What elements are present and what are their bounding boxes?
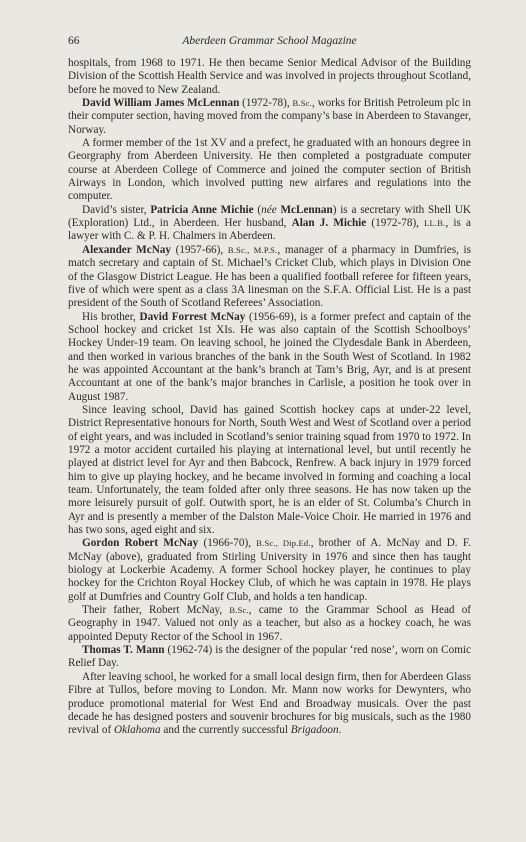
- paragraph: [68, 671, 471, 738]
- text-run: (1972-78),: [366, 217, 425, 230]
- text-run: David’s sister,: [82, 203, 151, 216]
- text-run: and the currently successful: [160, 724, 291, 737]
- text-run: (: [253, 203, 262, 216]
- paragraph: [68, 204, 471, 244]
- text-run: .: [338, 724, 342, 737]
- person-name: Thomas T. Mann: [82, 644, 165, 657]
- degree-abbreviation: B.Sc.: [229, 605, 249, 616]
- paragraph: [68, 604, 471, 644]
- text-run: A former member of the 1st XV and a prefect, he graduated with an honours degree in Georgraphy from Aberdeen University. He then completed a postgraduate computer course at Aberdeen College of Commerce and joined the computer section of British Airways in London, which involved putting new airfares and regulations into the computer.: [68, 137, 471, 203]
- paragraph: [68, 644, 471, 671]
- paragraph: [68, 537, 471, 604]
- degree-abbreviation: B.Sc., M.P.S.: [227, 244, 278, 255]
- page-number: 66: [68, 35, 80, 47]
- text-run: (1956-69), is a former prefect and captain of the School hockey and cricket 1st XIs. He was also captain of the Scottish Schoolboys’ Hockey Under-19 team. On leaving school, he joined the Clydesdale Bank in Aberdeen, and then worked in various branches of the bank in the South West of Scotland. In 1982 he was appointed Accountant at the bank’s branch at Tam’s Brig, Ayr, and is at present Accountant at one of the bank’s major branches in Carlisle, a position he took over in August 1987.: [68, 310, 471, 403]
- person-name: Patricia Anne Michie: [150, 203, 254, 216]
- paragraph: [68, 244, 471, 311]
- text-run: hospitals, from 1968 to 1971. He then became Senior Medical Advisor of the Building Division of the Scottish Health Service and was involved in projects throughout Scotland, before he moved to New Zealand.: [68, 57, 471, 96]
- running-title: Aberdeen Grammar School Magazine: [182, 35, 357, 47]
- paragraph: [68, 97, 471, 137]
- text-run: (1972-78),: [239, 97, 293, 110]
- article-body: [68, 57, 471, 738]
- person-name: McLennan: [280, 203, 333, 216]
- text-run: His brother,: [82, 310, 140, 323]
- page-header: [68, 35, 471, 57]
- person-name: Alexander McNay: [82, 243, 171, 256]
- text-run: (1957-66),: [170, 243, 228, 256]
- degree-abbreviation: B.Sc., Dip.Ed.: [256, 538, 311, 549]
- paragraph: [68, 311, 471, 404]
- text-run: , manager of a pharmacy in Dumfries, is match secretary and captain of St. Michael’s Cricket Club, which plays in Division One of the Glasgow District League. He has been a qualified football referee for fifteen years, five of which were spent as a class 3A linesman on the S.F.A. Official List. He is a past president of the South of Scotland Referees’ Association.: [68, 243, 471, 310]
- text-run: Since leaving school, David has gained Scottish hockey caps at under-22 level, District Representative honours for North, South West and West of Scotland over a period of eight years, and was included in Scotland’s senior training squad from 1970 to 1972. In 1972 a motor accident curtailed his playing at international level, but until recently he played at district level for Ayr and then Babcock, Renfrew. A back injury in 1979 forced him to give up playing hockey, and he became involved in forming and coaching a local team. Unfortunately, the team folded after only three seasons. He has now taken up the more leisurely pursuit of golf. Outwith sport, he is an elder of St. Columba’s Church in Ayr and is presently a member of the Dalston Male-Voice Choir. He married in 1976 and has two sons, aged eight and six.: [68, 403, 471, 537]
- person-name: Alan J. Michie: [291, 217, 367, 230]
- paragraph: [68, 137, 471, 204]
- person-name: David Forrest McNay: [139, 310, 246, 323]
- italic-text: Brigadoon: [290, 724, 339, 737]
- text-run: , brother of A. McNay and D. F. McNay (above), graduated from Stirling University in 1976 and since then has taught biology at Lockerbie Academy. A former School hockey player, he continues to play hockey for the Crichton Royal Hockey Club, of which he was captain in 1978. He plays golf at Dumfries and Country Golf Club, and holds a ten handicap.: [68, 537, 471, 603]
- text-run: (1962-74) is the designer of the popular ‘red nose’, worn on Comic Relief Day.: [68, 644, 471, 670]
- text-run: , works for British Petroleum plc in their computer section, having moved from the company’s base in Aberdeen to Stavanger, Norway.: [68, 97, 471, 136]
- paragraph: [68, 404, 471, 537]
- degree-abbreviation: B.Sc.: [292, 98, 312, 109]
- italic-text: née: [261, 203, 277, 216]
- text-run: , is a lawyer with C. & P. H. Chalmers in Aberdeen.: [68, 217, 472, 243]
- paragraph: [68, 57, 471, 97]
- text-run: Their father, Robert McNay,: [82, 604, 230, 617]
- text-run: After leaving school, he worked for a small local design firm, then for Aberdeen Glass Fibre at Tullos, before moving to London. Mr. Mann now works for Dewynters, who produce promotional material for West End and Broadway musicals. Over the past decade he has designed posters and souvenir brochures for big musicals, such as the 1980 revival of: [68, 670, 471, 737]
- text-run: ) is a secretary with Shell UK (Exploration) Ltd., in Aberdeen. Her husband,: [68, 203, 471, 230]
- text-run: , came to the Grammar School as Head of Geography in 1947. Valued not only as a teacher, but also as a hockey coach, he was appointed Deputy Rector of the School in 1967.: [68, 604, 472, 643]
- italic-text: Oklahoma: [113, 724, 161, 737]
- person-name: David William James McLennan: [82, 97, 240, 110]
- degree-abbreviation: LL.B.: [424, 218, 446, 229]
- text-run: (1966-70),: [198, 537, 257, 550]
- person-name: Gordon Robert McNay: [82, 537, 199, 550]
